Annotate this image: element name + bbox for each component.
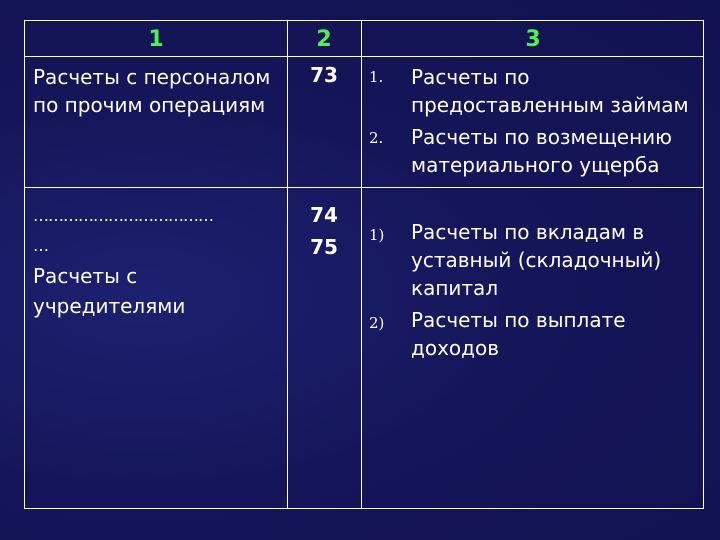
row1-account-number: 73 — [310, 63, 338, 87]
row2-account-number-75: 75 — [310, 235, 338, 259]
header-col-2: 2 — [316, 27, 332, 52]
row2-dots-line-2: … — [33, 236, 49, 255]
row2-account-numbers — [289, 199, 359, 263]
row2-account-number-74: 74 — [310, 203, 338, 227]
row2-item2-line-2: доходов — [411, 336, 499, 360]
row1-item2-line-2: материального ущерба — [411, 153, 660, 177]
header-divider — [25, 56, 703, 57]
row1-item2-text — [411, 123, 696, 179]
row2-item2-line-1: Расчеты по выплате — [411, 308, 626, 332]
row2-item1-text — [411, 218, 696, 302]
row1-account-name — [33, 63, 270, 119]
row1-name-line-1: Расчеты с персоналом — [33, 65, 271, 89]
accounts-table — [24, 20, 704, 509]
row1-item2-marker: 2. — [369, 129, 384, 147]
column-divider-1 — [287, 21, 288, 508]
row1-name-line-2: по прочим операциям — [33, 93, 266, 117]
header-col-3: 3 — [525, 27, 541, 52]
row1-item1-text — [411, 63, 696, 119]
row2-item1-line-3: капитал — [411, 276, 499, 300]
row-divider — [25, 187, 703, 188]
row1-item1-line-2: предоставленным займам — [411, 93, 689, 117]
row2-name-line-1: Расчеты с — [33, 264, 138, 288]
row2-dots-line-1: ……………………………… — [33, 206, 213, 225]
row1-item1-line-1: Расчеты по — [411, 65, 530, 89]
header-col-1: 1 — [148, 27, 164, 52]
row2-account-name — [33, 201, 213, 321]
row1-item2-line-1: Расчеты по возмещению — [411, 125, 673, 149]
row2-item1-line-2: уставный (складочный) — [411, 248, 662, 272]
row2-item1-line-1: Расчеты по вкладам в — [411, 220, 645, 244]
row1-item1-marker: 1. — [369, 68, 384, 86]
row2-item1-marker: 1) — [369, 226, 385, 244]
row2-item2-text — [411, 306, 696, 362]
row2-name-line-2: учредителями — [33, 294, 186, 318]
column-divider-2 — [361, 21, 362, 508]
row2-item2-marker: 2) — [369, 314, 385, 332]
